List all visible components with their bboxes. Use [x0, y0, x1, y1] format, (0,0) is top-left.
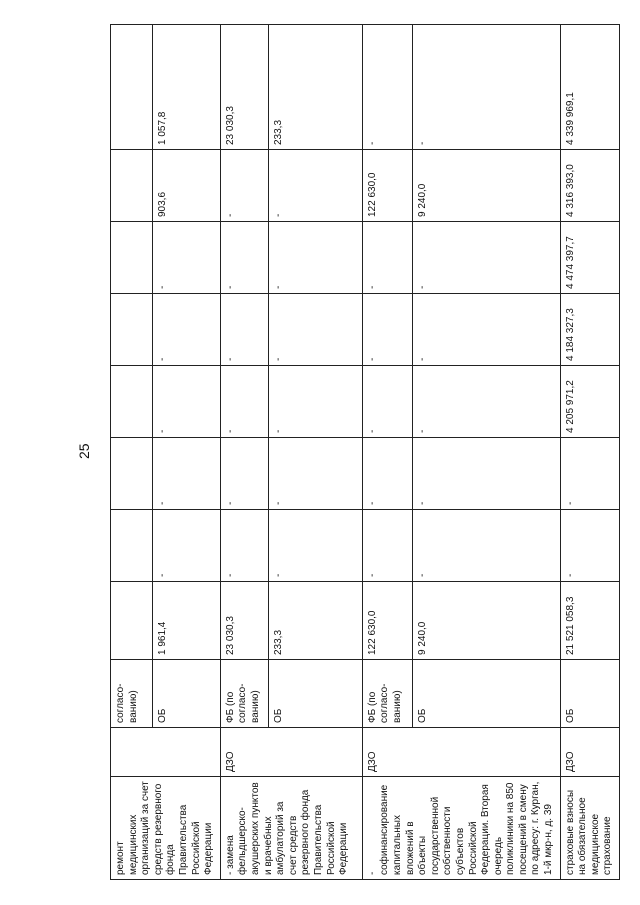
table-row — [111, 25, 153, 880]
event-label-cell — [220, 777, 362, 880]
value-cell — [111, 294, 153, 366]
event-label: - замена фельдшерско-акушерских пунктов и врачебных амбулаторий за счет средств резервного фонда Правительства Российской Федерации — [224, 782, 350, 875]
source-label: согласо-ванию) — [115, 683, 139, 723]
value-cell: - — [413, 366, 560, 438]
event-label: ремонт медицинских организаций за счет средств резервного фонда Правительства Российской Федерации — [115, 781, 215, 875]
budget-table — [110, 24, 620, 880]
value-cell: - — [362, 510, 413, 582]
value-cell: 4 316 393,0 — [560, 150, 619, 222]
executor-cell — [111, 728, 221, 777]
value-cell: - — [268, 510, 362, 582]
value-cell: - — [362, 25, 413, 150]
value-cell: - — [362, 294, 413, 366]
value-cell — [111, 25, 153, 150]
event-label: страховые взносы на обязательное медицинское страхование — [564, 789, 614, 875]
source-label: ФБ (по согласо-ванию) — [366, 683, 403, 723]
value-cell: - — [220, 366, 268, 438]
value-cell: - — [268, 222, 362, 294]
source-label: ФБ (по согласо-ванию) — [224, 683, 261, 723]
value-cell — [111, 510, 153, 582]
value-cell: 1 961,4 — [152, 582, 220, 660]
value-cell: 23 030,3 — [220, 25, 268, 150]
source-cell — [362, 660, 413, 728]
value-cell: 21 521 058,3 — [560, 582, 619, 660]
executor-label: ДЗО — [224, 751, 236, 772]
value-cell: - — [362, 366, 413, 438]
value-cell: 23 030,3 — [220, 582, 268, 660]
event-label: - софинансирование капитальных вложений в объекты государственной собственности субъектов Российской Федерации. Вторая очередь поликлиники на 850 посещений в смену по адресу: г. Курган, 1-й мкр-н, д. 39 — [366, 781, 555, 875]
value-cell: - — [362, 222, 413, 294]
table-area — [110, 25, 614, 880]
value-cell — [111, 366, 153, 438]
value-cell: - — [152, 366, 220, 438]
value-cell: - — [220, 294, 268, 366]
value-cell: 1 057,8 — [152, 25, 220, 150]
event-label-cell — [362, 777, 560, 880]
value-cell: 233,3 — [268, 582, 362, 660]
value-cell: - — [220, 222, 268, 294]
value-cell: 4 474 397,7 — [560, 222, 619, 294]
value-cell: - — [152, 222, 220, 294]
source-cell: ОБ — [152, 660, 220, 728]
value-cell: - — [220, 438, 268, 510]
event-label-cell — [560, 777, 619, 880]
value-cell — [111, 582, 153, 660]
value-cell: 122 630,0 — [362, 582, 413, 660]
page-number: 25 — [76, 443, 92, 459]
value-cell: - — [413, 222, 560, 294]
executor-cell — [220, 728, 362, 777]
value-cell: - — [413, 510, 560, 582]
value-cell: - — [268, 438, 362, 510]
value-cell: 9 240,0 — [413, 150, 560, 222]
value-cell: - — [362, 438, 413, 510]
source-cell — [220, 660, 268, 728]
value-cell: - — [220, 510, 268, 582]
value-cell: - — [268, 366, 362, 438]
value-cell: 4 184 327,3 — [560, 294, 619, 366]
executor-label: ДЗО — [564, 751, 576, 772]
value-cell: 903,6 — [152, 150, 220, 222]
event-label-cell — [111, 777, 221, 880]
source-cell — [111, 660, 153, 728]
value-cell: 4 205 971,2 — [560, 366, 619, 438]
value-cell: - — [220, 150, 268, 222]
table-row — [220, 25, 268, 880]
value-cell — [111, 222, 153, 294]
value-cell: 9 240,0 — [413, 582, 560, 660]
value-cell — [111, 150, 153, 222]
table-body — [111, 25, 620, 880]
value-cell: - — [560, 510, 619, 582]
value-cell: 4 339 969,1 — [560, 25, 619, 150]
value-cell: - — [560, 438, 619, 510]
value-cell: - — [152, 438, 220, 510]
executor-cell — [362, 728, 560, 777]
table-row — [362, 25, 413, 880]
source-cell: ОБ — [268, 660, 362, 728]
source-cell: ОБ — [560, 660, 619, 728]
value-cell — [111, 438, 153, 510]
value-cell: - — [152, 294, 220, 366]
source-cell: ОБ — [413, 660, 560, 728]
executor-label: ДЗО — [366, 751, 378, 772]
value-cell: 122 630,0 — [362, 150, 413, 222]
value-cell: - — [152, 510, 220, 582]
table-row — [560, 25, 619, 880]
value-cell: - — [268, 294, 362, 366]
rotated-table-container — [110, 25, 614, 880]
value-cell: 233,3 — [268, 25, 362, 150]
value-cell: - — [413, 438, 560, 510]
value-cell: - — [268, 150, 362, 222]
value-cell: - — [413, 25, 560, 150]
value-cell: - — [413, 294, 560, 366]
executor-cell — [560, 728, 619, 777]
